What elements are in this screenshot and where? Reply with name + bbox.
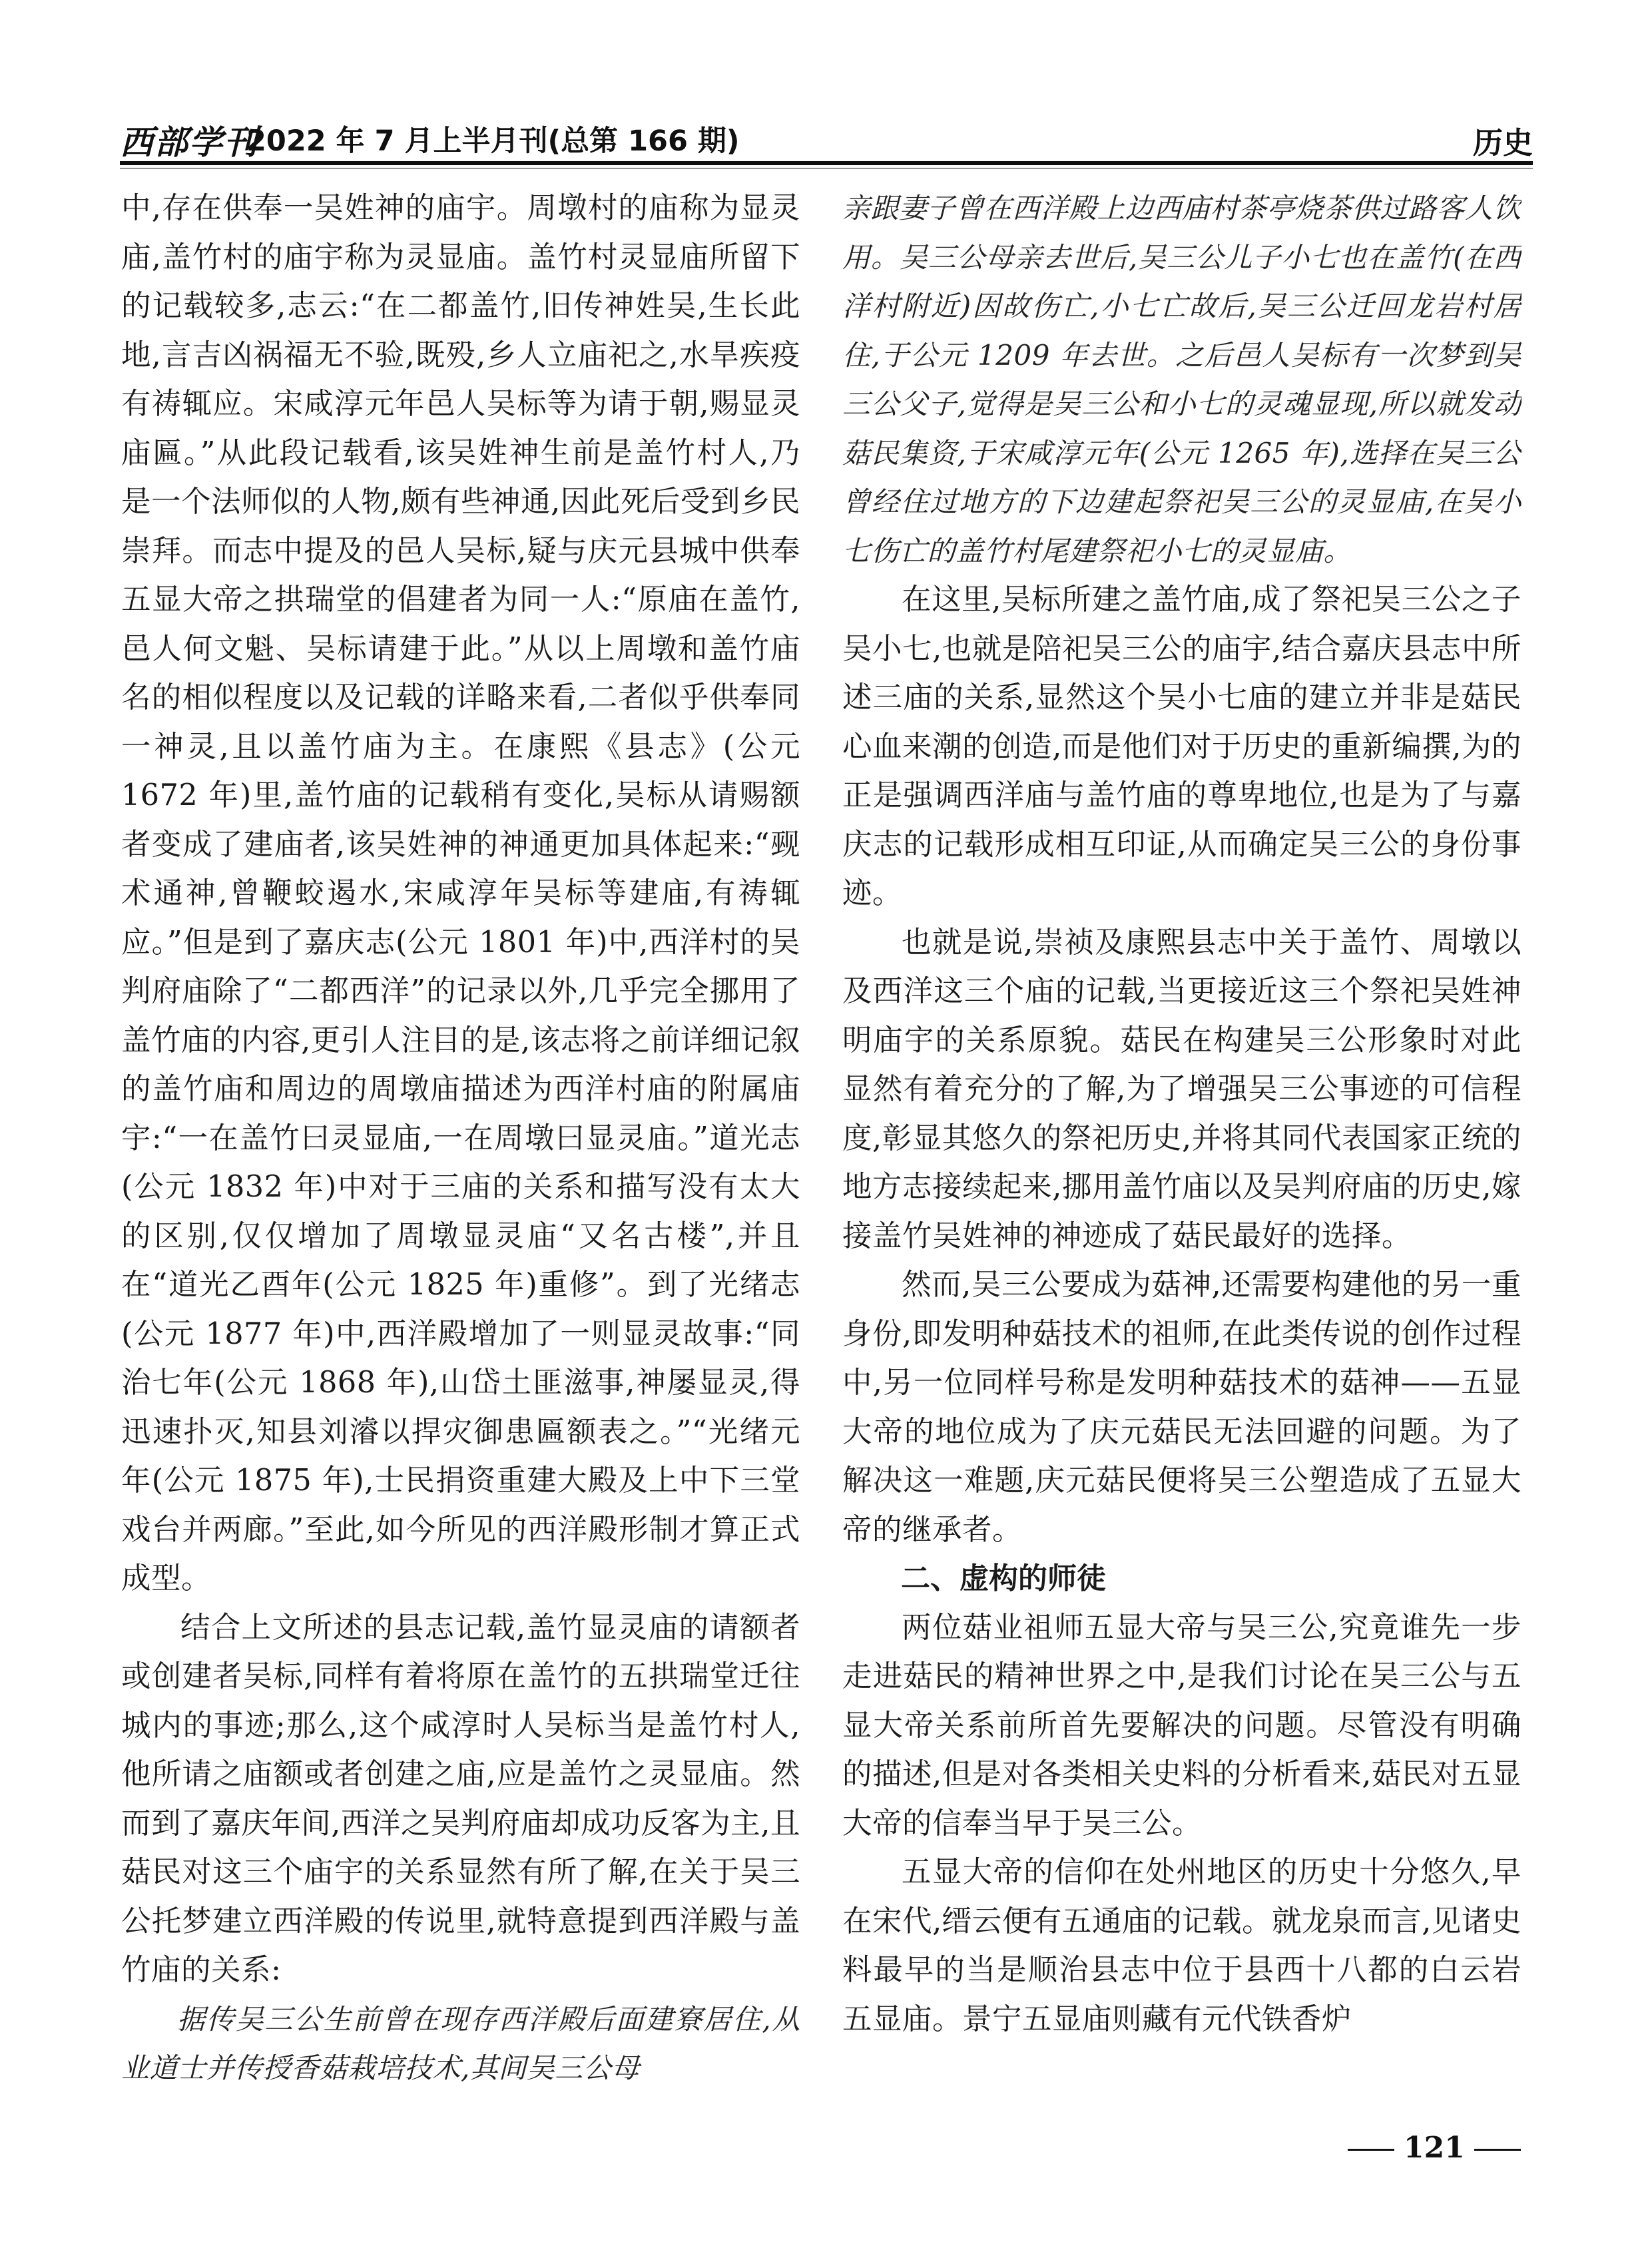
- paragraph: 在这里,吴标所建之盖竹庙,成了祭祀吴三公之子吴小七,也就是陪祀吴三公的庙宇,结合嘉庆县志中所述三庙的关系,显然这个吴小七庙的建立并非是菇民心血来潮的创造,而是他们对于历史的重新编撰,为的正是强调西洋庙与盖竹庙的尊卑地位,也是为了与嘉庆志的记载形成相互印证,从而确定吴三公的身份事迹。: [842, 583, 1521, 910]
- section-heading: 二、虚构的师徒: [901, 1561, 1106, 1595]
- section-name: 历史: [1472, 125, 1533, 160]
- running-header: [120, 113, 1533, 160]
- header-rule-thick: [120, 161, 1533, 165]
- footer-dash-left: [1348, 2149, 1394, 2151]
- paragraph: 结合上文所述的县志记载,盖竹显灵庙的请额者或创建者吴标,同样有着将原在盖竹的五拱瑞堂迁往城内的事迹;那么,这个咸淳时人吴标当是盖竹村人,他所请之庙额或者创建之庙,应是盖竹之灵显庙。然而到了嘉庆年间,西洋之吴判府庙却成功反客为主,且菇民对这三个庙宇的关系显然有所了解,在关于吴三公托梦建立西洋殿的传说里,就特意提到西洋殿与盖竹庙的关系:: [121, 1610, 800, 1987]
- block-quote: 亲跟妻子曾在西洋殿上边西庙村茶亭烧茶供过路客人饮用。吴三公母亲去世后,吴三公儿子小七也在盖竹(在西洋村附近)因故伤亡,小七亡故后,吴三公迁回龙岩村居住,于公元 1209 年去世。之后邑人吴标有一次梦到吴三公父子,觉得是吴三公和小七的灵魂显现,所以就发动菇民集资,于宋咸淳元年(公元 1265 年),选择在吴三公曾经住过地方的下边建起祭祀吴三公的灵显庙,在吴小七伤亡的盖竹村尾建祭祀小七的灵显庙。: [842, 192, 1521, 567]
- paragraph: 也就是说,崇祯及康熙县志中关于盖竹、周墩以及西洋这三个庙的记载,当更接近这三个祭祀吴姓神明庙宇的关系原貌。菇民在构建吴三公形象时对此显然有着充分的了解,为了增强吴三公事迹的可信程度,彰显其悠久的祭祀历史,并将其同代表国家正统的地方志接续起来,挪用盖竹庙以及吴判府庙的历史,嫁接盖竹吴姓神的神迹成了菇民最好的选择。: [842, 925, 1521, 1253]
- paragraph: 两位菇业祖师五显大帝与吴三公,究竟谁先一步走进菇民的精神世界之中,是我们讨论在吴三公与五显大帝关系前所首先要解决的问题。尽管没有明确的描述,但是对各类相关史料的分析看来,菇民对五显大帝的信奉当早于吴三公。: [842, 1610, 1521, 1840]
- page-footer: [1338, 2131, 1538, 2177]
- block-quote: 据传吴三公生前曾在现存西洋殿后面建寮居住,从业道士并传授香菇栽培技术,其间吴三公母: [121, 2002, 800, 2082]
- paragraph: 中,存在供奉一吴姓神的庙宇。周墩村的庙称为显灵庙,盖竹村的庙宇称为灵显庙。盖竹村灵显庙所留下的记载较多,志云:“在二都盖竹,旧传神姓吴,生长此地,言吉凶祸福无不验,既殁,乡人立庙祀之,水旱疾疫有祷辄应。宋咸淳元年邑人吴标等为请于朝,赐显灵庙匾。”从此段记载看,该吴姓神生前是盖竹村人,乃是一个法师似的人物,颇有些神通,因此死后受到乡民崇拜。而志中提及的邑人吴标,疑与庆元县城中供奉五显大帝之拱瑞堂的倡建者为同一人:“原庙在盖竹,邑人何文魁、吴标请建于此。”从以上周墩和盖竹庙名的相似程度以及记载的详略来看,二者似乎供奉同一神灵,且以盖竹庙为主。在康熙《县志》(公元 1672 年)里,盖竹庙的记载稍有变化,吴标从请赐额者变成了建庙者,该吴姓神的神通更加具体起来:“觋术通神,曾鞭蛟遏水,宋咸淳年吴标等建庙,有祷辄应。”但是到了嘉庆志(公元 1801 年)中,西洋村的吴判府庙除了“二都西洋”的记录以外,几乎完全挪用了盖竹庙的内容,更引人注目的是,该志将之前详细记叙的盖竹庙和周边的周墩庙描述为西洋村庙的附属庙宇:“一在盖竹曰灵显庙,一在周墩曰显灵庙。”道光志(公元 1832 年)中对于三庙的关系和描写没有太大的区别,仅仅增加了周墩显灵庙“又名古楼”,并且在“道光乙酉年(公元 1825 年)重修”。到了光绪志(公元 1877 年)中,西洋殿增加了一则显灵故事:“同治七年(公元 1868 年),山岱土匪滋事,神屡显灵,得迅速扑灭,知县刘濬以捍灾御患匾额表之。”“光绪元年(公元 1875 年),士民捐资重建大殿及上中下三堂戏台并两廊。”至此,如今所见的西洋殿形制才算正式成型。: [121, 191, 800, 1595]
- paragraph: 五显大帝的信仰在处州地区的历史十分悠久,早在宋代,缙云便有五通庙的记载。就龙泉而言,见诸史料最早的当是顺治县志中位于县西十八都的白云岩五显庙。景宁五显庙则藏有元代铁香炉: [842, 1855, 1521, 2036]
- page-number: 121: [1404, 2131, 1465, 2165]
- footer-dash-right: [1474, 2149, 1521, 2151]
- journal-logo: 西部学刊: [120, 123, 258, 162]
- right-column: [842, 184, 1521, 2082]
- issue-info: 2022 年 7 月上半月刊(总第 166 期): [246, 125, 740, 158]
- left-column: [121, 184, 800, 2082]
- paragraph: 然而,吴三公要成为菇神,还需要构建他的另一重身份,即发明种菇技术的祖师,在此类传说的创作过程中,另一位同样号称是发明种菇技术的菇神——五显大帝的地位成为了庆元菇民无法回避的问题。为了解决这一难题,庆元菇民便将吴三公塑造成了五显大帝的继承者。: [842, 1268, 1521, 1547]
